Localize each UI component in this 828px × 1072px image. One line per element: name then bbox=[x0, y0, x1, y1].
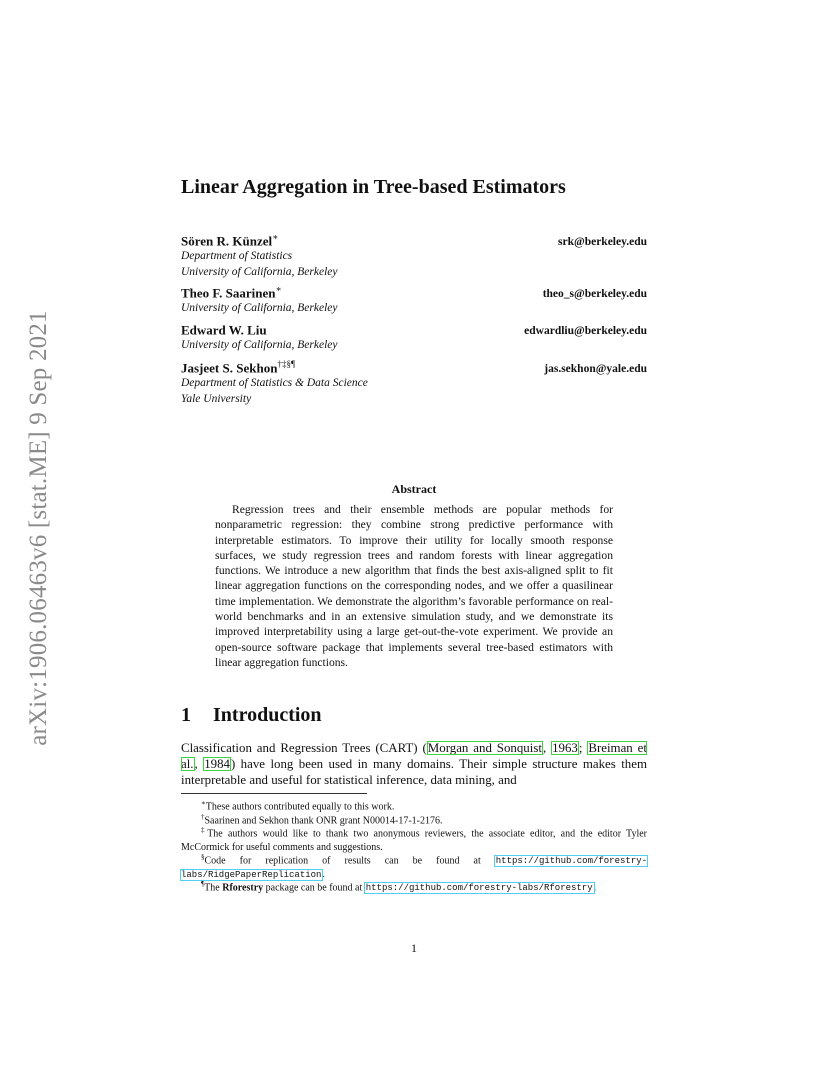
author-email[interactable]: theo_s@berkeley.edu bbox=[542, 288, 647, 301]
citation-link[interactable]: 1984 bbox=[204, 757, 230, 771]
author-block bbox=[181, 321, 647, 354]
arxiv-identifier-stamp: arXiv:1906.06463v6 [stat.ME] 9 Sep 2021 bbox=[25, 310, 52, 746]
citation-link[interactable]: Breiman et al. bbox=[181, 741, 647, 771]
footnote: ‡The authors would like to thank two anonymous reviewers, the associate editor, and the editor Tyler McCormick for useful comments and suggestions. bbox=[181, 826, 648, 853]
citation-link[interactable]: Morgan and Sonquist bbox=[427, 741, 542, 755]
author-affiliation: University of California, Berkeley bbox=[181, 302, 338, 315]
section-number: 1 bbox=[181, 704, 191, 726]
author-name: Jasjeet S. Sekhon†‡§¶ bbox=[181, 359, 296, 376]
section-heading bbox=[181, 704, 322, 727]
footnote-divider bbox=[181, 793, 367, 794]
author-affiliation: Department of Statistics & Data Science bbox=[181, 377, 368, 390]
author-email[interactable]: srk@berkeley.edu bbox=[558, 236, 647, 249]
author-email[interactable]: edwardliu@berkeley.edu bbox=[524, 325, 647, 338]
footnote: §Code for replication of results can be found at https://github.com/forestry-labs/RidgePaperReplication. bbox=[181, 853, 647, 881]
author-affiliation: Yale University bbox=[181, 392, 252, 405]
section-title: Introduction bbox=[213, 704, 322, 726]
author-name: Theo F. Saarinen∗ bbox=[181, 284, 282, 301]
author-block bbox=[181, 359, 647, 407]
footnote-url-link[interactable]: https://github.com/forestry-labs/Rforestry bbox=[365, 883, 593, 894]
footnote: †Saarinen and Sekhon thank ONR grant N00014-17-1-2176. bbox=[201, 813, 443, 827]
author-block bbox=[181, 284, 647, 317]
paper-title: Linear Aggregation in Tree-based Estimators bbox=[181, 176, 566, 198]
abstract-heading: Abstract bbox=[391, 482, 437, 496]
author-name: Sören R. Künzel∗ bbox=[181, 232, 279, 249]
citation-link[interactable]: 1963 bbox=[552, 741, 578, 755]
author-affiliation: Department of Statistics bbox=[181, 250, 293, 263]
page-number: 1 bbox=[411, 941, 417, 955]
author-email[interactable]: jas.sekhon@yale.edu bbox=[544, 363, 647, 376]
abstract-body: Regression trees and their ensemble methods are popular methods for nonparametric regression: they combine strong predictive performance with interpretable estimators. To improve their utility for locally smooth response surfaces, we study regression trees and random forests with linear aggregation functions. We introduce a new algorithm that finds the best axis-aligned split to fit linear aggregation functions on the corresponding nodes, and we offer a quasilinear time implementation. We demonstrate the algorithm’s favorable performance on real-world benchmarks and in an extensive simulation study, and we demonstrate its improved interpretability using a large get-out-the-vote experiment. We provide an open-source software package that implements several tree-based estimators with linear aggregation functions. bbox=[215, 503, 613, 669]
author-affiliation: University of California, Berkeley bbox=[181, 339, 338, 352]
author-name: Edward W. Liu bbox=[181, 322, 267, 338]
author-affiliation: University of California, Berkeley bbox=[181, 265, 338, 278]
footnote-url-link[interactable]: https://github.com/forestry-labs/RidgePaperReplication bbox=[181, 856, 647, 881]
footnote: ∗These authors contributed equally to this work. bbox=[201, 799, 395, 813]
intro-paragraph: Classification and Regression Trees (CART) (Morgan and Sonquist, 1963; Breiman et al., 1984) have long been used in many domains. Their simple structure makes them interpretable and useful for statistical inference, data mining, and bbox=[181, 741, 647, 787]
author-block bbox=[181, 232, 647, 280]
footnote: ¶The Rforestry package can be found at https://github.com/forestry-labs/Rforestry. bbox=[201, 880, 597, 894]
